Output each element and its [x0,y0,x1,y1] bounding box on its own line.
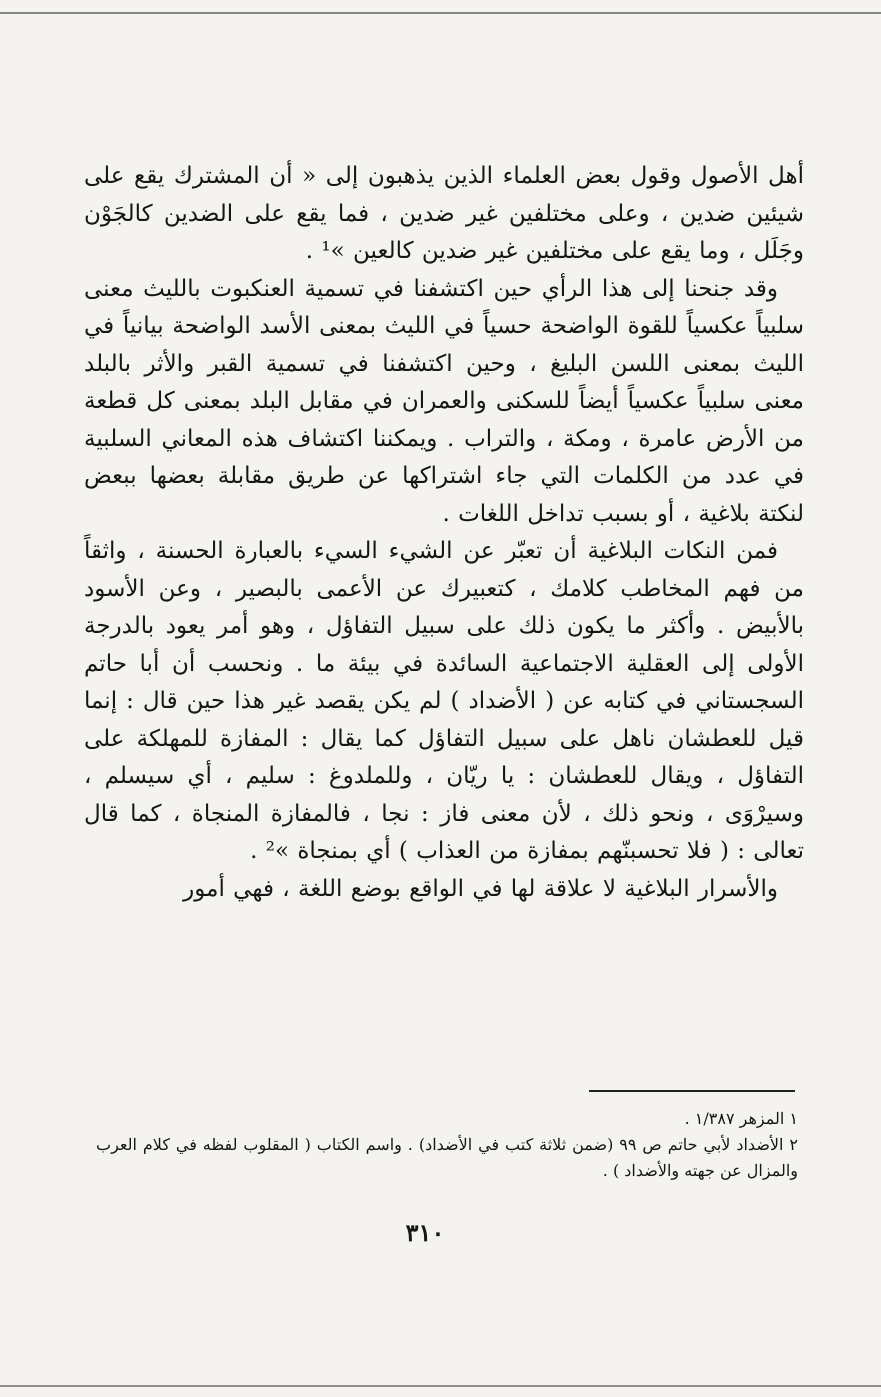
main-text-block [84,158,804,908]
top-scan-edge-line [0,12,881,14]
paragraph-4: والأسرار البلاغية لا علاقة لها في الواقع بوضع اللغة ، فهي أمور [183,875,778,902]
footnote-separator [589,1090,795,1092]
bottom-scan-edge-line [0,1385,881,1387]
footnote-1: ١ المزهر ١/٣٨٧ . [684,1109,798,1128]
paragraph-2: وقد جنحنا إلى هذا الرأي حين اكتشفنا في تسمية العنكبوت بالليث معنى سلبياً عكسياً للقوة الواضحة حسياً في الليث بمعنى الأسد الواضحة بيانياً في الليث بمعنى اللسن البليغ ، وحين اكتشفنا في تسمية القبر والأثر بالبلد معنى سلبياً عكسياً أيضاً للسكنى والعمران في مقابل البلد بمعنى كل قطعة من الأرض عامرة ، ومكة ، والتراب . ويمكننا اكتشاف هذه المعاني السلبية في عدد من الكلمات التي جاء اشتراكها عن طريق مقابلة بعضها ببعض لنكتة بلاغية ، أو بسبب تداخل اللغات . [84,275,804,527]
paragraph-3: فمن النكات البلاغية أن تعبّر عن الشيء السيء بالعبارة الحسنة ، واثقاً من فهم المخاطب كلامك ، كتعبيرك عن الأعمى بالبصير ، وعن الأسود بالأبيض . وأكثر ما يكون ذلك على سبيل التفاؤل ، وهو أمر يعود بالدرجة الأولى إلى العقلية الاجتماعية السائدة في بيئة ما . ونحسب أن أبا حاتم السجستاني في كتابه عن ( الأضداد ) لم يكن يقصد غير هذا حين قال : إنما قيل للعطشان ناهل على سبيل التفاؤل كما يقال : المفازة للمهلكة على التفاؤل ، ويقال للعطشان : يا ريّان ، وللملدوغ : سليم ، أي سيسلم ، وسيرْوَى ، ونحو ذلك ، لأن معنى فاز : نجا ، فالمفازة المنجاة ، كما قال تعالى : ( فلا تحسبنّهم بمفازة من العذاب ) أي بمنجاة »² . [84,538,804,864]
footnote-2: ٢ الأضداد لأبي حاتم ص ٩٩ (ضمن ثلاثة كتب في الأضداد) . واسم الكتاب ( المقلوب لفظه في كلام العرب والمزال عن جهته والأضداد ) . [96,1135,798,1180]
page-number: ٣١٠ [405,1218,445,1247]
footnotes-block [96,1106,798,1184]
paragraph-1: أهل الأصول وقول بعض العلماء الذين يذهبون إلى « أن المشترك يقع على شيئين ضدين ، وعلى مختلفين غير ضدين ، فما يقع على الضدين كالجَوْن وجَلَل ، وما يقع على مختلفين غير ضدين كالعين »¹ . [84,163,804,264]
